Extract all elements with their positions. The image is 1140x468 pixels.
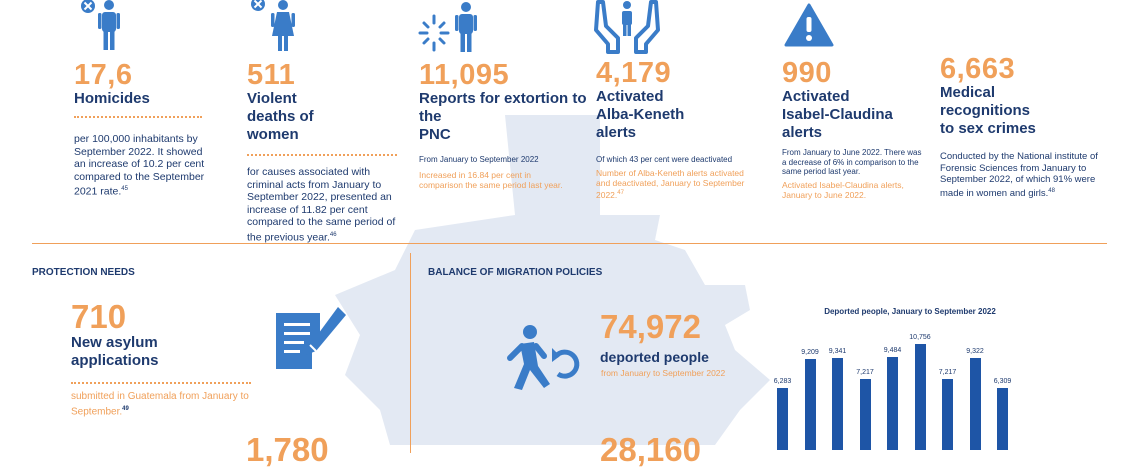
chart-bar — [997, 388, 1008, 450]
stat-label-line: women — [247, 126, 299, 143]
stat-description: Conducted by the National institute of Forensic Sciences from January to September 2022, of which 91% were made in women and girls.$^{48}$ — [940, 151, 1098, 199]
stat-extortion — [419, 60, 589, 144]
stat-number: 17,6 — [74, 59, 133, 91]
stat-label-line: recognitions — [940, 102, 1031, 119]
stat-number: 74,972 — [600, 308, 701, 345]
deported-bar-chart — [760, 318, 1060, 445]
vertical-divider — [410, 253, 411, 453]
stat-label-line: Violent — [247, 90, 297, 107]
chart-bar — [970, 358, 981, 450]
chart-data-label: 9,209 — [801, 349, 819, 357]
warning-triangle-icon — [784, 3, 834, 47]
stat-label-line: deaths of — [247, 108, 314, 125]
stat-description: per 100,000 inhabitants by September 2022. It showed an increase of 10.2 per cent compared to the September 2021 rate.$^{45}$ — [74, 133, 205, 198]
stat-description: From January to June 2022. There was a decrease of 6% in comparison to the same period last year. — [782, 148, 922, 176]
chart-bar — [887, 357, 898, 450]
stat-asylum — [71, 300, 271, 370]
stat-isabel-claudina — [782, 58, 932, 142]
stat-description: for causes associated with criminal acts from January to September 2022, presented an increase of 11.82 per cent compared to the same period of the previous year.$^{46}$ — [247, 166, 396, 243]
asylum-document-icon — [272, 305, 350, 383]
stat-label-line: Activated — [782, 88, 850, 105]
stat-note: Activated Isabel-Claudina alerts, January to June 2022. — [782, 180, 904, 200]
chart-data-label: 7,217 — [856, 369, 874, 377]
section-title-migration: BALANCE OF MIGRATION POLICIES — [428, 267, 603, 278]
stat-label-line: the — [419, 108, 442, 125]
stat-number: 710 — [71, 298, 127, 335]
stat-label-line: New asylum — [71, 334, 158, 351]
chart-data-label: 6,309 — [993, 377, 1012, 385]
stat-alba-keneth — [596, 58, 766, 142]
stat-label-line: Alba-Keneth — [596, 106, 685, 123]
man-crossed-icon — [76, 0, 126, 52]
stat-description: submitted in Guatemala from January to September.$^{49}$ — [71, 391, 249, 418]
stat-label-line: alerts — [782, 124, 823, 141]
chart-data-label: 6,283 — [773, 378, 792, 386]
extortion-person-icon — [418, 2, 488, 54]
stat-number-cut: 1,780 — [246, 431, 329, 468]
stat-medical-recognitions — [940, 54, 1110, 138]
stat-number-cut: 28,160 — [600, 431, 701, 468]
chart-bar — [915, 344, 926, 450]
chart-bar — [860, 379, 871, 450]
stat-number: 990 — [782, 57, 832, 89]
chart-bar — [805, 359, 816, 450]
chart-bar — [832, 358, 843, 450]
stat-number: 11,095 — [419, 59, 510, 91]
stat-number: 6,663 — [940, 53, 1016, 85]
stat-label-line: PNC — [419, 126, 451, 143]
chart-title: Deported people, January to September 2022 — [824, 307, 996, 316]
stat-note: Increased in 16.84 per cent in comparison the same period last year. — [419, 170, 563, 190]
stat-label-line: Activated — [596, 88, 664, 105]
chart-data-label: 9,341 — [828, 348, 847, 356]
section-title-protection: PROTECTION NEEDS — [32, 267, 135, 278]
chart-data-label: 9,322 — [966, 348, 984, 356]
chart-data-label: 9,484 — [883, 346, 902, 354]
stat-label: Homicides — [74, 90, 150, 107]
dotted-divider — [74, 116, 202, 118]
stat-label-line: Medical — [940, 84, 996, 101]
stat-label-line: Reports for extortion to — [419, 90, 587, 107]
stat-homicides — [74, 60, 234, 108]
stat-number: 4,179 — [596, 57, 672, 89]
woman-crossed-icon — [246, 0, 300, 52]
deported-person-icon — [500, 324, 578, 396]
stat-description: Of which 43 per cent were deactivated — [596, 155, 733, 164]
stat-violent-deaths — [247, 60, 407, 144]
chart-data-label: 7,217 — [938, 369, 957, 377]
stat-label-line: to sex crimes — [940, 120, 1036, 137]
stat-label-line: Isabel-Claudina — [782, 106, 893, 123]
stat-label-line: alerts — [596, 124, 637, 141]
chart-bar — [777, 388, 788, 450]
horizontal-divider — [32, 243, 1107, 244]
chart-bar — [942, 379, 953, 450]
dotted-divider — [71, 382, 251, 384]
stat-label: deported people — [600, 349, 709, 365]
stat-description: From January to September 2022 — [419, 155, 539, 164]
stat-number: 511 — [247, 59, 296, 91]
chart-data-label: 10,756 — [909, 334, 931, 342]
stat-description: from January to September 2022 — [601, 368, 726, 378]
stat-note: Number of Alba-Keneth alerts activated and deactivated, January to September 2022.47 — [596, 168, 745, 200]
stat-label-line: applications — [71, 352, 159, 369]
hands-child-icon — [594, 0, 660, 54]
dotted-divider — [247, 154, 397, 156]
